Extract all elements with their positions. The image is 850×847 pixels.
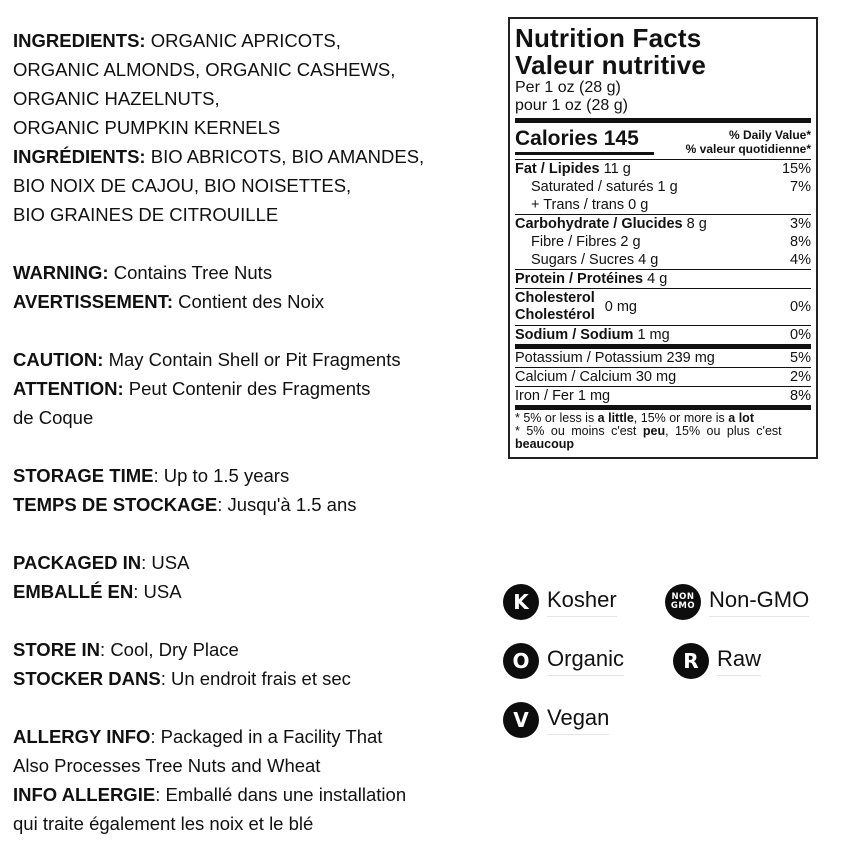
caution-fr-cont: de Coque: [13, 407, 94, 428]
nutrient-row-calcium: [515, 368, 811, 386]
badge-vegan: [503, 700, 609, 740]
spacer: [13, 432, 493, 461]
caution-fr-label: ATTENTION:: [13, 378, 124, 399]
fat-amount: 11 g: [599, 161, 631, 177]
iron-dv: 8%: [790, 388, 811, 404]
footnote-bold: a little: [597, 411, 634, 425]
ingredients-en-line-3: ORGANIC HAZELNUTS,: [13, 88, 220, 109]
spacer: [13, 229, 493, 258]
allergy-en-label: ALLERGY INFO: [13, 726, 151, 747]
organic-icon: O: [503, 643, 539, 679]
kosher-icon: K: [503, 584, 539, 620]
potassium-label: Potassium / Potassium 239 mg: [515, 350, 715, 366]
spacer: [13, 519, 493, 548]
sodium-amount: 1 mg: [633, 327, 670, 343]
badge-non-gmo: [665, 582, 809, 622]
spacer: [13, 693, 493, 722]
ingredients-fr-text: BIO ABRICOTS, BIO AMANDES,: [150, 146, 425, 167]
warning-fr: [13, 287, 493, 316]
fibre-label: Fibre / Fibres 2 g: [531, 234, 641, 250]
nutrient-row-protein: [515, 270, 811, 288]
serving-size-fr: pour 1 oz (28 g): [515, 97, 628, 114]
serving-size-en: Per 1 oz (28 g): [515, 79, 621, 96]
packaged-in-en: [13, 548, 493, 577]
allergy-fr: [13, 780, 493, 809]
sodium-label-group: [515, 326, 670, 344]
footnote-text: , 15% ou plus c'est: [665, 424, 782, 438]
allergy-fr-text: : Emballé dans une installation: [155, 784, 407, 805]
calcium-label: Calcium / Calcium 30 mg: [515, 369, 677, 385]
sugars-label: Sugars / Sucres 4 g: [531, 252, 659, 268]
packaged-in-en-label: PACKAGED IN: [13, 552, 142, 573]
allergy-en-text: : Packaged in a Facility That: [150, 726, 383, 747]
nutrient-row-iron: [515, 387, 811, 405]
potassium-dv: 5%: [790, 350, 811, 366]
warning-en: [13, 258, 493, 287]
storage-time-fr-text: : Jusqu'à 1.5 ans: [217, 494, 357, 515]
ingredients-fr-line-3: BIO GRAINES DE CITROUILLE: [13, 204, 279, 225]
daily-value-fr: % valeur quotidienne*: [685, 142, 811, 156]
nutrient-row-saturated: [515, 178, 811, 196]
ingredients-fr-line-2: BIO NOIX DE CAJOU, BIO NOISETTES,: [13, 175, 352, 196]
ingredients-fr-line-1: [13, 142, 493, 171]
cholesterol-label-fr: Cholestérol: [515, 307, 595, 323]
nutrient-row-carbohydrate: [515, 215, 811, 233]
warning-fr-label: AVERTISSEMENT:: [13, 291, 174, 312]
storage-time-en-label: STORAGE TIME: [13, 465, 154, 486]
storage-time-fr-label: TEMPS DE STOCKAGE: [13, 494, 218, 515]
caution-en-text: May Contain Shell or Pit Fragments: [108, 349, 401, 370]
product-info-column: [13, 26, 493, 838]
badge-label: Vegan: [547, 706, 609, 735]
packaged-in-fr: [13, 577, 493, 606]
protein-label: Protein / Protéines: [515, 271, 644, 287]
footnote-bold: a lot: [728, 411, 754, 425]
footnote: [515, 412, 811, 451]
badge-label: Raw: [717, 647, 761, 676]
spacer: [13, 606, 493, 635]
nutrient-row-sodium: [515, 326, 811, 344]
non-gmo-icon-bottom: GMO: [670, 601, 696, 611]
warning-en-text: Contains Tree Nuts: [113, 262, 273, 283]
ingredients-en-line-1: [13, 26, 493, 55]
ingredients-en-line-4: ORGANIC PUMPKIN KERNELS: [13, 117, 281, 138]
store-in-fr-text: : Un endroit frais et sec: [160, 668, 351, 689]
nutrition-title-en: Nutrition Facts: [515, 23, 702, 53]
footnote-text: * 5% ou moins c'est: [515, 424, 643, 438]
badge-label: Kosher: [547, 588, 617, 617]
carb-amount: 8 g: [682, 216, 707, 232]
trans-label: + Trans / trans 0 g: [531, 197, 649, 213]
saturated-label: Saturated / saturés 1 g: [531, 179, 678, 195]
fat-label-group: [515, 160, 631, 178]
daily-value-en: % Daily Value*: [728, 128, 811, 142]
nutrient-row-fibre: [515, 233, 811, 251]
non-gmo-icon-top: NON: [671, 592, 695, 602]
sodium-label: Sodium / Sodium: [515, 327, 634, 343]
badge-organic: [503, 641, 624, 681]
fibre-dv: 8%: [790, 234, 811, 250]
ingredients-en-line-2: ORGANIC ALMONDS, ORGANIC CASHEWS,: [13, 59, 396, 80]
fat-label: Fat / Lipides: [515, 161, 600, 177]
iron-label: Iron / Fer 1 mg: [515, 388, 611, 404]
cholesterol-label-group: [515, 290, 637, 324]
storage-time-en: [13, 461, 493, 490]
sodium-dv: 0%: [790, 327, 811, 343]
storage-time-fr: [13, 490, 493, 519]
saturated-dv: 7%: [790, 179, 811, 195]
daily-value-header: [686, 123, 811, 156]
sugars-dv: 4%: [790, 252, 811, 268]
nutrition-title-fr: Valeur nutritive: [515, 50, 707, 80]
ingredients-fr-label: INGRÉDIENTS:: [13, 146, 146, 167]
calories-underline: [515, 152, 654, 155]
packaged-in-fr-label: EMBALLÉ EN: [13, 581, 134, 602]
non-gmo-icon: [665, 584, 701, 620]
nutrient-row-sugars: [515, 251, 811, 269]
protein-amount: 4 g: [643, 271, 668, 287]
store-in-fr: [13, 664, 493, 693]
spacer: [13, 316, 493, 345]
fat-dv: 15%: [781, 161, 811, 177]
nutrient-row-cholesterol: [515, 289, 811, 325]
badge-kosher: [503, 582, 617, 622]
footnote-text: , 15% or more is: [633, 411, 729, 425]
carb-label-group: [515, 215, 707, 233]
carb-dv: 3%: [790, 216, 811, 232]
allergy-fr-cont: qui traite également les noix et le blé: [13, 813, 314, 834]
calcium-dv: 2%: [790, 369, 811, 385]
store-in-fr-label: STOCKER DANS: [13, 668, 161, 689]
nutrient-row-potassium: [515, 349, 811, 367]
caution-fr-text: Peut Contenir des Fragments: [128, 378, 371, 399]
store-in-en-text: : Cool, Dry Place: [100, 639, 239, 660]
store-in-en-label: STORE IN: [13, 639, 101, 660]
nutrient-row-fat: [515, 160, 811, 178]
calories-row: [515, 123, 811, 159]
badge-label: Non-GMO: [709, 588, 809, 617]
storage-time-en-text: : Up to 1.5 years: [153, 465, 290, 486]
vegan-icon: V: [503, 702, 539, 738]
caution-en: [13, 345, 493, 374]
warning-fr-text: Contient des Noix: [178, 291, 325, 312]
raw-icon: R: [673, 643, 709, 679]
footnote-fr-cont: [515, 438, 811, 451]
allergy-en: [13, 722, 493, 751]
ingredients-en-text: ORGANIC APRICOTS,: [150, 30, 341, 51]
nutrient-row-trans: [515, 196, 811, 214]
footnote-text: * 5% or less is: [515, 411, 598, 425]
caution-en-label: CAUTION:: [13, 349, 104, 370]
carb-label: Carbohydrate / Glucides: [515, 216, 683, 232]
calories-label: Calories 145: [515, 127, 639, 150]
packaged-in-en-text: : USA: [141, 552, 190, 573]
cholesterol-amount: 0 mg: [604, 299, 638, 315]
ingredients-en-label: INGREDIENTS:: [13, 30, 146, 51]
protein-label-group: [515, 270, 667, 288]
footnote-bold: beaucoup: [515, 437, 575, 451]
footnote-bold: peu: [642, 424, 666, 438]
cholesterol-labels: [515, 290, 595, 324]
nutrition-facts-panel: [508, 17, 818, 459]
allergy-en-cont: Also Processes Tree Nuts and Wheat: [13, 755, 321, 776]
store-in-en: [13, 635, 493, 664]
cholesterol-dv: 0%: [790, 299, 811, 315]
packaged-in-fr-text: : USA: [133, 581, 182, 602]
badge-raw: [673, 641, 761, 681]
warning-en-label: WARNING:: [13, 262, 109, 283]
cholesterol-label-en: Cholesterol: [515, 290, 595, 306]
allergy-fr-label: INFO ALLERGIE: [13, 784, 156, 805]
divider-thick: [515, 405, 811, 410]
badge-label: Organic: [547, 647, 624, 676]
caution-fr: [13, 374, 493, 403]
